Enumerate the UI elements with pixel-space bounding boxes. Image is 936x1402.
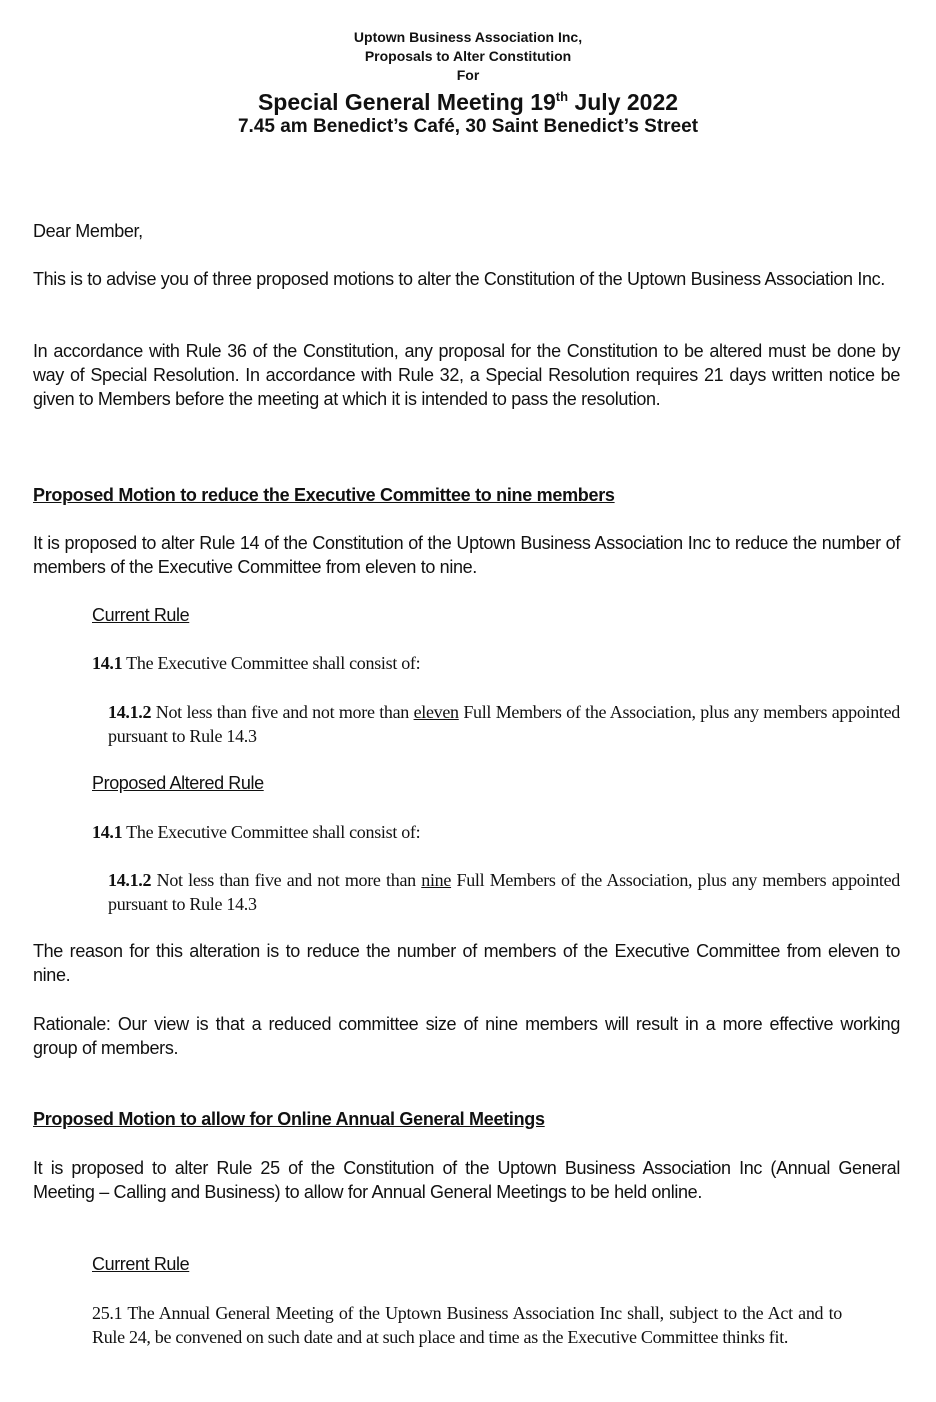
subrule-emphasis: nine	[421, 870, 452, 890]
meeting-title-ordinal: th	[555, 89, 569, 104]
intro-paragraph: This is to advise you of three proposed motions to alter the Constitution of the Uptown Business Association Inc.	[33, 269, 885, 289]
motion1-proposed-rule	[92, 820, 420, 844]
motion1-current-subrule	[108, 700, 900, 748]
motion2-body: It is proposed to alter Rule 25 of the Constitution of the Uptown Business Association Inc (Annual General Meeting – Calling and Business) to allow for Annual General Meetings to be held online.	[33, 1158, 900, 1202]
rule-number: 14.1	[92, 822, 123, 842]
rules-paragraph: In accordance with Rule 36 of the Constitution, any proposal for the Constitution to be altered must be done by way of Special Resolution. In accordance with Rule 32, a Special Resolution requires 21 days written notice be given to Members before the meeting at which it is intended to pass the resolution.	[33, 341, 900, 409]
meeting-venue: 7.45 am Benedict’s Café, 30 Saint Benedict’s Street	[237, 116, 699, 137]
motion1-current-rule-label: Current Rule	[92, 605, 190, 625]
motion1-reason: The reason for this alteration is to reduce the number of members of the Executive Committee from eleven to nine.	[33, 941, 900, 985]
motion1-proposed-rule-label: Proposed Altered Rule	[92, 773, 264, 793]
subrule-text-post: Full Members of the Association, plus any members appointed pursuant to Rule 14.3	[108, 702, 901, 746]
motion1-body: It is proposed to alter Rule 14 of the Constitution of the Uptown Business Association Inc to reduce the number of members of the Executive Committee from eleven to nine.	[33, 533, 900, 577]
for-label: For	[456, 67, 480, 83]
motion1-heading: Proposed Motion to reduce the Executive Committee to nine members	[33, 485, 615, 505]
org-name: Uptown Business Association Inc,	[353, 29, 583, 45]
motion1-current-rule	[92, 651, 420, 675]
motion2-current-rule: 25.1 The Annual General Meeting of the Uptown Business Association Inc shall, subject to the Act and to Rule 24, be convened on such date and at such place and time as the Executive Committee thinks fit.	[92, 1303, 842, 1347]
motion2-heading: Proposed Motion to allow for Online Annual General Meetings	[33, 1109, 545, 1129]
subrule-text-pre: Not less than five and not more than	[151, 702, 414, 722]
subrule-text-pre: Not less than five and not more than	[151, 870, 422, 890]
motion2-current-rule-label: Current Rule	[92, 1254, 190, 1274]
salutation: Dear Member,	[33, 221, 143, 241]
motion1-rationale: Rationale: Our view is that a reduced committee size of nine members will result in a more effective working group of members.	[33, 1014, 900, 1058]
meeting-title	[0, 88, 936, 116]
rule-text: The Executive Committee shall consist of:	[122, 822, 421, 842]
subrule-number: 14.1.2	[108, 870, 152, 890]
rule-text: The Executive Committee shall consist of:	[122, 653, 421, 673]
document-title: Proposals to Alter Constitution	[364, 48, 572, 64]
subrule-text-post: Full Members of the Association, plus any members appointed pursuant to Rule 14.3	[108, 870, 901, 914]
meeting-title-main: Special General Meeting 19	[257, 89, 556, 115]
motion1-proposed-subrule	[108, 868, 900, 916]
rule-number: 14.1	[92, 653, 123, 673]
subrule-number: 14.1.2	[108, 702, 152, 722]
meeting-title-date: July 2022	[568, 89, 679, 115]
subrule-emphasis: eleven	[413, 702, 459, 722]
